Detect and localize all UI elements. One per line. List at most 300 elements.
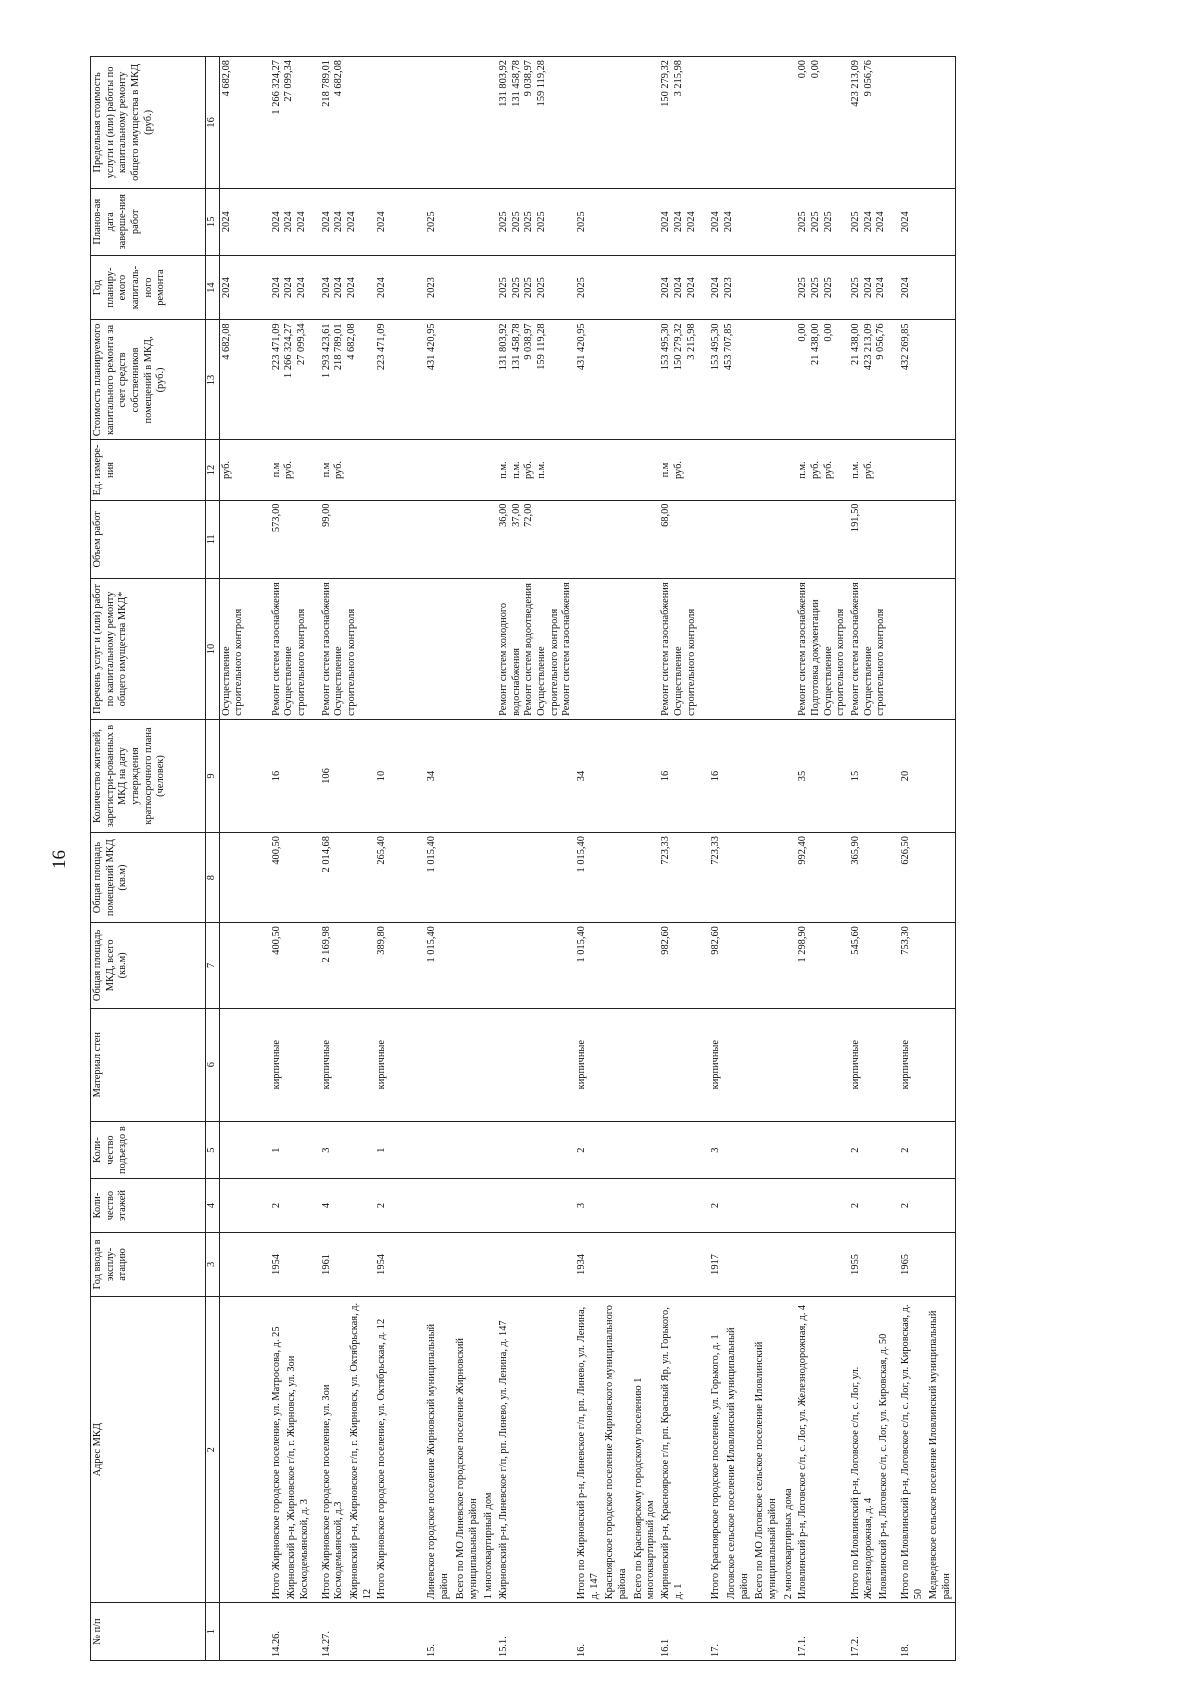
cell-year-built (219, 1232, 270, 1297)
cell-address (425, 1297, 496, 1603)
cell-entrances (219, 1121, 270, 1179)
cell-works-line: Ремонт систем газоснабжения (561, 582, 573, 716)
cell-address (796, 1297, 849, 1603)
cell-plan-year-line: 2024 (296, 277, 308, 298)
table-row (849, 57, 899, 1661)
column-header: Ед. измере-ния (91, 440, 206, 500)
column-header: № п/п (91, 1603, 206, 1661)
table-row (575, 57, 659, 1661)
cell-end-year-line: 2024 (376, 211, 388, 233)
column-number: 8 (206, 833, 220, 923)
column-number: 1 (206, 1603, 220, 1661)
cell-entrances: 3 (320, 1121, 376, 1179)
cell-limit-cost-line: 1 266 324,27 (270, 60, 282, 115)
cell-end-year-line: 2024 (862, 211, 874, 233)
cell-year-built (497, 1232, 575, 1297)
column-number: 13 (206, 320, 220, 440)
cell-plan-year-line: 2024 (376, 277, 388, 298)
cell-works-line: Ремонт систем газоснабжения (320, 582, 332, 716)
cell-entrances (425, 1121, 496, 1179)
cell-address (709, 1297, 796, 1603)
cell-plan-year-line: 2024 (320, 277, 332, 298)
cell-cost-line: 27 099,34 (296, 323, 308, 365)
cell-address-line: Всего по Красноярскому городскому поселению 1 многоквартирный дом (632, 1377, 657, 1600)
cell-volume (659, 500, 709, 579)
table-body (219, 57, 955, 1661)
column-header: Количество жителей, зарегистри-рованных в МКД на дату утверждения краткосрочного плана (человек) (91, 719, 206, 832)
cell-year-built: 1954 (375, 1232, 425, 1297)
cell-unit-line: руб. (809, 461, 821, 480)
cell-address-line: Жирновский р-н, Жирновское г/п, г. Жирновск, ул. Зои Космодемьянской, д. 3 (286, 1355, 311, 1600)
cell-residents (219, 719, 270, 832)
cell-area-rooms: 1 015,40 (575, 833, 659, 923)
cell-floors: 2 (270, 1179, 320, 1232)
cell-volume-line: 573,00 (270, 503, 282, 533)
column-header: Коли-чество этажей (91, 1179, 206, 1232)
cell-cost (375, 320, 425, 440)
cell-year-built: 1961 (320, 1232, 376, 1297)
cell-floors: 2 (899, 1179, 955, 1232)
cell-unit (497, 440, 575, 500)
cell-cost-line: 21 438,00 (809, 323, 821, 365)
cell-end-year (659, 188, 709, 255)
cell-cost-line: 4 682,08 (346, 323, 358, 360)
table-row (659, 57, 709, 1661)
column-number: 3 (206, 1232, 220, 1297)
cell-limit-cost (497, 57, 575, 189)
cell-area-total: 389,80 (375, 923, 425, 1008)
cell-plan-year (796, 255, 849, 320)
cell-end-year-line: 2025 (510, 211, 522, 233)
cell-unit (709, 440, 796, 500)
cell-cost (575, 320, 659, 440)
cell-cost-line: 0,00 (797, 323, 809, 342)
cell-residents: 16 (709, 719, 796, 832)
cell-limit-cost-line: 0,00 (809, 60, 821, 79)
cell-limit-cost (219, 57, 270, 189)
cell-works (709, 579, 796, 720)
cell-cost (849, 320, 899, 440)
cell-limit-cost (425, 57, 496, 189)
cell-unit-line: п.м. (510, 461, 522, 479)
cell-works-line: Осуществление строительного контроля (333, 608, 358, 716)
cell-end-year-line: 2025 (426, 211, 438, 233)
cell-plan-year-line: 2023 (722, 277, 734, 298)
cell-works (270, 579, 320, 720)
cell-area-total: 982,60 (709, 923, 796, 1008)
cell-unit (375, 440, 425, 500)
cell-unit-line: руб. (333, 461, 345, 480)
cell-works (659, 579, 709, 720)
cell-works (796, 579, 849, 720)
cell-end-year-line: 2025 (822, 211, 834, 233)
cell-address (849, 1297, 899, 1603)
cell-limit-cost (320, 57, 376, 189)
cell-address-line: Итого Жирновское городское поселение, ул. Матросова, д. 25 (270, 1326, 282, 1600)
cell-row-number (219, 1603, 270, 1661)
cell-limit-cost-line: 131 458,78 (510, 60, 522, 107)
cell-wall-material: кирпичные (270, 1008, 320, 1121)
cell-row-number (375, 1603, 425, 1661)
cell-area-total (497, 923, 575, 1008)
cell-address-line: Итого по Жирновский р-н, Линевское г/п, рп. Линево, ул. Ленина, д. 147 (576, 1306, 600, 1600)
cell-plan-year (709, 255, 796, 320)
cell-wall-material (425, 1008, 496, 1121)
column-number: 15 (206, 188, 220, 255)
cell-address (497, 1297, 575, 1603)
cell-cost-line: 453 707,85 (722, 323, 734, 371)
cell-plan-year-line: 2025 (523, 277, 535, 298)
table-row (899, 57, 955, 1661)
cell-volume (849, 500, 899, 579)
cell-plan-year-line: 2025 (822, 277, 834, 298)
cell-end-year-line: 2024 (722, 211, 734, 233)
column-number: 11 (206, 500, 220, 579)
cell-address-line: 1 многоквартирный дом (483, 1492, 495, 1600)
cell-end-year-line: 2024 (296, 211, 308, 233)
cell-end-year-line: 2025 (797, 211, 809, 233)
cell-area-total: 400,50 (270, 923, 320, 1008)
cell-wall-material (659, 1008, 709, 1121)
cell-wall-material: кирпичные (320, 1008, 376, 1121)
cell-entrances: 2 (575, 1121, 659, 1179)
cell-unit-line: руб. (283, 461, 295, 480)
cell-wall-material: кирпичные (375, 1008, 425, 1121)
cell-works-line: Осуществление строительного контроля (822, 608, 847, 716)
cell-limit-cost (796, 57, 849, 189)
cell-address-line: Итого Жирновское городское поселение, ул. Октябрьская, д. 12 (376, 1318, 388, 1600)
cell-plan-year-line: 2025 (809, 277, 821, 298)
table-row (709, 57, 796, 1661)
cell-cost-line: 223 471,09 (376, 323, 388, 371)
cell-year-built: 1965 (899, 1232, 955, 1297)
cell-address-line: Всего по МО Логовское сельское поселение Иловлинский муниципальный район (754, 1341, 778, 1600)
cell-residents: 34 (425, 719, 496, 832)
cell-limit-cost-line: 27 099,34 (283, 60, 295, 102)
cell-cost-line: 423 213,09 (862, 323, 874, 371)
cell-entrances (659, 1121, 709, 1179)
cell-floors: 4 (320, 1179, 376, 1232)
cell-address (270, 1297, 320, 1603)
table-row (796, 57, 849, 1661)
cell-residents: 34 (575, 719, 659, 832)
cell-plan-year-line: 2023 (426, 277, 438, 298)
cell-cost (709, 320, 796, 440)
cell-wall-material: кирпичные (709, 1008, 796, 1121)
cell-area-total: 1 015,40 (425, 923, 496, 1008)
cell-residents: 16 (659, 719, 709, 832)
cell-works-line: Ремонт систем газоснабжения (660, 582, 672, 716)
column-number: 6 (206, 1008, 220, 1121)
column-header: Планов-ая дата заверше-ния работ (91, 188, 206, 255)
column-header: Адрес МКД (91, 1297, 206, 1603)
cell-address-line: Иловлинский р-н, Логовское с/п, с. Лог, ул. Железнодорожная, д. 4 (797, 1304, 809, 1600)
column-number: 7 (206, 923, 220, 1008)
cell-end-year (575, 188, 659, 255)
cell-volume (375, 500, 425, 579)
cell-area-rooms (219, 833, 270, 923)
cell-unit (659, 440, 709, 500)
cell-unit-line: п.м (660, 462, 672, 478)
cell-works (375, 579, 425, 720)
cell-cost-line: 223 471,09 (270, 323, 282, 371)
cell-entrances: 2 (899, 1121, 955, 1179)
table-row (425, 57, 496, 1661)
cell-address (899, 1297, 955, 1603)
cell-plan-year (270, 255, 320, 320)
cell-limit-cost (575, 57, 659, 189)
cell-cost-line: 153 495,30 (710, 323, 722, 371)
cell-address (219, 1297, 270, 1603)
cell-unit (320, 440, 376, 500)
cell-year-built (659, 1232, 709, 1297)
cell-unit-line: п.м. (535, 461, 547, 479)
cell-area-rooms: 400,50 (270, 833, 320, 923)
cell-residents: 106 (320, 719, 376, 832)
cell-cost-line: 432 269,85 (900, 323, 911, 371)
cell-end-year-line: 2024 (875, 211, 887, 233)
table-row (320, 57, 376, 1661)
cell-cost-line: 1 293 423,61 (320, 323, 332, 378)
cell-unit-line: п.м. (850, 461, 861, 479)
cell-volume (575, 500, 659, 579)
cell-works (899, 579, 955, 720)
cell-plan-year-line: 2024 (283, 277, 295, 298)
cell-area-rooms (497, 833, 575, 923)
cell-works-line: Ремонт систем газоснабжения (270, 582, 282, 716)
cell-end-year-line: 2024 (710, 211, 722, 233)
cell-volume (320, 500, 376, 579)
cell-unit (575, 440, 659, 500)
cell-address-line: Итого Жирновское городское поселение, ул. Зои Космодемьянской, д.3 (320, 1384, 345, 1600)
cell-works-line: Осуществление строительного контроля (283, 608, 308, 716)
cell-area-total: 982,60 (659, 923, 709, 1008)
cell-address-line: Итого по Иловлинский р-н, Логовское с/п, с. Лог, ул. Железнодорожная, д. 4 (850, 1366, 874, 1600)
cell-end-year-line: 2025 (576, 211, 587, 233)
cell-end-year (320, 188, 376, 255)
cell-end-year-line: 2024 (333, 211, 345, 233)
cell-end-year-line: 2025 (850, 211, 861, 233)
cell-limit-cost-line: 9 038,97 (523, 60, 535, 97)
cell-wall-material: кирпичные (899, 1008, 955, 1121)
cell-floors: 2 (709, 1179, 796, 1232)
cell-cost-line: 1 266 324,27 (283, 323, 295, 378)
cell-address-line: Медведевское сельское поселение Иловлинский муниципальный район (928, 1310, 953, 1600)
cell-volume (425, 500, 496, 579)
cell-cost-line: 153 495,30 (660, 323, 672, 371)
cell-end-year-line: 2025 (535, 211, 547, 233)
cell-works-line: Осуществление строительного контроля (220, 608, 245, 716)
table-row (497, 57, 575, 1661)
column-number: 2 (206, 1297, 220, 1603)
cell-end-year (375, 188, 425, 255)
cell-area-rooms: 2 014,68 (320, 833, 376, 923)
cell-cost-line: 3 215,98 (685, 323, 697, 360)
cell-residents: 20 (899, 719, 955, 832)
cell-cost-line: 150 279,32 (672, 323, 684, 371)
cell-year-built (796, 1232, 849, 1297)
cell-end-year (899, 188, 955, 255)
cell-limit-cost (270, 57, 320, 189)
cell-address-line: Итого по Иловлинский р-н, Логовское с/п, с. Лог, ул. Кировская, д. 50 (900, 1304, 924, 1600)
cell-unit-line: руб. (220, 461, 232, 480)
cell-volume-line: 99,00 (320, 503, 332, 527)
cell-entrances: 1 (375, 1121, 425, 1179)
cell-cost (659, 320, 709, 440)
cell-limit-cost-line: 159 119,28 (535, 60, 547, 107)
cell-area-rooms: 365,90 (849, 833, 899, 923)
cell-cost-line: 9 056,76 (875, 323, 887, 360)
cell-end-year-line: 2024 (685, 211, 697, 233)
cell-plan-year-line: 2024 (900, 277, 911, 298)
cell-cost-line: 131 458,78 (510, 323, 522, 371)
column-number: 4 (206, 1179, 220, 1232)
cell-area-rooms: 626,50 (899, 833, 955, 923)
cell-row-number: 17. (709, 1603, 796, 1661)
cell-end-year (497, 188, 575, 255)
cell-address (575, 1297, 659, 1603)
cell-plan-year-line: 2025 (510, 277, 522, 298)
column-header: Объем работ (91, 500, 206, 579)
cell-address-line: Жирновский р-н, Красноярское г/п, рп. Красный Яр, ул. Горького, д. 1 (660, 1307, 684, 1600)
repair-plan-table (90, 56, 956, 1661)
cell-limit-cost (849, 57, 899, 189)
cell-plan-year-line: 2024 (672, 277, 684, 298)
cell-unit (270, 440, 320, 500)
cell-end-year (849, 188, 899, 255)
cell-plan-year (320, 255, 376, 320)
cell-cost (219, 320, 270, 440)
cell-works (497, 579, 575, 720)
cell-year-built: 1954 (270, 1232, 320, 1297)
cell-plan-year-line: 2024 (875, 277, 887, 298)
rotated-page (46, 48, 1160, 1671)
cell-unit-line: п.м (320, 462, 332, 478)
cell-unit (796, 440, 849, 500)
column-header: Год планиру-емого капиталь-ного ремонта (91, 255, 206, 320)
cell-row-number: 17.1. (796, 1603, 849, 1661)
cell-floors (425, 1179, 496, 1232)
cell-volume-line: 68,00 (660, 503, 672, 527)
cell-address (375, 1297, 425, 1603)
cell-end-year-line: 2024 (660, 211, 672, 233)
cell-works-line: Осуществление строительного контроля (535, 608, 560, 716)
cell-area-rooms: 723,33 (659, 833, 709, 923)
cell-floors (659, 1179, 709, 1232)
column-header: Общая площадь МКД, всего (кв.м) (91, 923, 206, 1008)
table-row (375, 57, 425, 1661)
cell-unit (425, 440, 496, 500)
cell-cost (320, 320, 376, 440)
cell-works-line: Осуществление строительного контроля (672, 608, 697, 716)
cell-area-total (219, 923, 270, 1008)
cell-plan-year-line: 2024 (333, 277, 345, 298)
column-header: Стоимость планируемого капитального ремонта за счет средств собственников помещений в МКД, (руб.) (91, 320, 206, 440)
cell-area-rooms: 1 015,40 (425, 833, 496, 923)
cell-volume (219, 500, 270, 579)
cell-end-year-line: 2024 (220, 211, 232, 233)
cell-cost-line: 131 803,92 (497, 323, 509, 371)
cell-plan-year-line: 2025 (497, 277, 509, 298)
cell-volume (270, 500, 320, 579)
cell-works-line: Ремонт систем газоснабжения (797, 582, 809, 716)
cell-end-year (270, 188, 320, 255)
cell-works (320, 579, 376, 720)
cell-end-year-line: 2024 (672, 211, 684, 233)
cell-limit-cost-line: 0,00 (797, 60, 809, 79)
cell-cost (899, 320, 955, 440)
cell-residents (497, 719, 575, 832)
cell-address-line: 2 многоквартирных дома (782, 1488, 794, 1600)
cell-address (320, 1297, 376, 1603)
cell-limit-cost-line: 3 215,98 (672, 60, 684, 97)
cell-entrances (497, 1121, 575, 1179)
cell-end-year (709, 188, 796, 255)
cell-area-total: 2 169,98 (320, 923, 376, 1008)
cell-limit-cost (709, 57, 796, 189)
cell-end-year-line: 2025 (497, 211, 509, 233)
cell-cost (497, 320, 575, 440)
cell-plan-year-line: 2024 (710, 277, 722, 298)
cell-cost-line: 21 438,00 (850, 323, 861, 365)
cell-entrances: 2 (849, 1121, 899, 1179)
cell-end-year-line: 2025 (523, 211, 535, 233)
cell-plan-year-line: 2024 (270, 277, 282, 298)
cell-year-built: 1955 (849, 1232, 899, 1297)
cell-volume (497, 500, 575, 579)
column-header: Материал стен (91, 1008, 206, 1121)
cell-end-year-line: 2024 (320, 211, 332, 233)
cell-address-line: Логовское сельское поселение Иловлинский муниципальный район (725, 1327, 750, 1600)
cell-end-year-line: 2024 (270, 211, 282, 233)
cell-works-line: Ремонт систем газоснабжения (850, 582, 861, 716)
cell-unit-line: п.м. (797, 461, 809, 479)
column-header: Предельная стоимость услуги и (или) работы по капитальному ремонту общего имущества в МКД (руб.) (91, 57, 206, 189)
cell-entrances: 3 (709, 1121, 796, 1179)
cell-plan-year-line: 2025 (535, 277, 547, 298)
cell-address-line: Жирновский р-н, Жирновское г/п, г. Жирновск, ул. Октябрьская, д. 12 (349, 1302, 373, 1600)
cell-unit (849, 440, 899, 500)
cell-wall-material: кирпичные (849, 1008, 899, 1121)
cell-entrances: 1 (270, 1121, 320, 1179)
column-number-row (206, 57, 220, 1661)
cell-volume-line: 37,00 (510, 503, 522, 527)
cell-volume (796, 500, 849, 579)
cell-limit-cost (375, 57, 425, 189)
column-number: 10 (206, 579, 220, 720)
cell-row-number: 16.1 (659, 1603, 709, 1661)
cell-end-year-line: 2024 (346, 211, 358, 233)
cell-wall-material: кирпичные (575, 1008, 659, 1121)
cell-area-total: 753,30 (899, 923, 955, 1008)
cell-limit-cost-line: 4 682,08 (220, 60, 232, 97)
cell-works-line: Ремонт систем водоотведения (523, 583, 535, 716)
column-number: 9 (206, 719, 220, 832)
cell-area-rooms: 992,40 (796, 833, 849, 923)
cell-plan-year (659, 255, 709, 320)
cell-year-built: 1917 (709, 1232, 796, 1297)
cell-limit-cost-line: 423 213,09 (850, 60, 861, 107)
cell-residents: 35 (796, 719, 849, 832)
cell-end-year-line: 2025 (809, 211, 821, 233)
cell-limit-cost-line: 4 682,08 (333, 60, 345, 97)
cell-unit-line: руб. (862, 461, 874, 480)
column-number: 14 (206, 255, 220, 320)
cell-year-built: 1934 (575, 1232, 659, 1297)
column-header: Перечень услуг и (или) работ по капитальному ремонту общего имущества МКД* (91, 579, 206, 720)
cell-residents: 16 (270, 719, 320, 832)
cell-unit-line: руб. (822, 461, 834, 480)
